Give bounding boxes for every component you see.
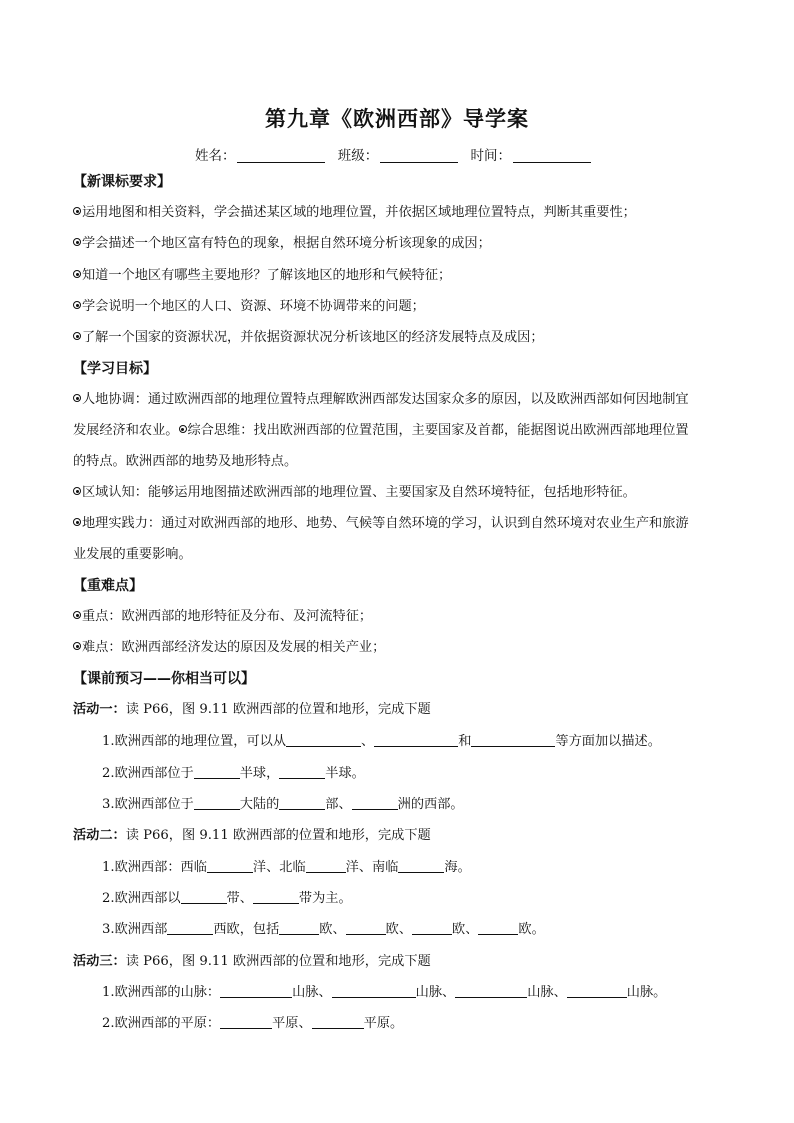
fill-blank[interactable]: [332, 983, 416, 998]
fill-blank[interactable]: [279, 795, 325, 810]
student-info-line: [0, 144, 794, 164]
time-label: 时间：: [470, 148, 512, 164]
goals-heading: 【学习目标】: [73, 361, 157, 377]
bullet-icon: [73, 394, 81, 402]
name-blank[interactable]: [237, 148, 325, 163]
goal-line: 的特点。欧洲西部的地势及地形特点。: [73, 454, 298, 469]
fill-blank[interactable]: [286, 732, 361, 747]
time-blank[interactable]: [513, 148, 591, 163]
fill-blank[interactable]: [207, 858, 253, 873]
list-item: 学会说明一个地区的人口、资源、环境不协调带来的问题；: [73, 297, 733, 317]
key-points-heading: 【重难点】: [73, 578, 143, 594]
bullet-icon: [73, 207, 81, 215]
fill-blank[interactable]: [352, 795, 398, 810]
activity-1-question-2: 2.欧洲西部位于 半球， 半球。: [102, 766, 365, 781]
bullet-icon: [73, 518, 81, 526]
fill-blank[interactable]: [253, 889, 299, 904]
class-label: 班级：: [337, 148, 379, 164]
bullet-icon: [73, 487, 81, 495]
bullet-icon: [73, 332, 81, 340]
activity-3-question-2: 2.欧洲西部的平原： 平原、 平原。: [102, 1016, 404, 1031]
activity-1-intro: 活动一：读 P66，图 9.11 欧洲西部的位置和地形，完成下题: [73, 702, 431, 717]
goal-line: 发展经济和农业。 综合思维：找出欧洲西部的位置范围，主要国家及首都，能据图说出欧洲西部地理位置: [73, 423, 689, 438]
activity-3-question-1: 1.欧洲西部的山脉： 山脉、 山脉、 山脉、 山脉。: [102, 985, 667, 1000]
fill-blank[interactable]: [455, 983, 527, 998]
page-title: 第九章《欧洲西部》导学案: [265, 107, 529, 131]
fill-blank[interactable]: [181, 889, 227, 904]
standards-heading: 【新课标要求】: [73, 174, 171, 190]
fill-blank[interactable]: [279, 920, 319, 935]
activity-3-intro: 活动三：读 P66，图 9.11 欧洲西部的位置和地形，完成下题: [73, 954, 431, 969]
list-item: 了解一个国家的资源状况，并依据资源状况分析该地区的经济发展特点及成因；: [73, 328, 733, 348]
activity-2-question-3: 3.欧洲西部 西欧，包括 欧、 欧、 欧、 欧。: [102, 922, 545, 937]
bullet-icon: [73, 270, 81, 278]
list-item: 重点：欧洲西部的地形特征及分布、及河流特征；: [73, 607, 733, 627]
fill-blank[interactable]: [167, 920, 213, 935]
goal-line: 人地协调：通过欧洲西部的地理位置特点理解欧洲西部发达国家众多的原因，以及欧洲西部如何因地制宜: [73, 390, 733, 410]
class-blank[interactable]: [380, 148, 458, 163]
bullet-icon: [73, 611, 81, 619]
activity-2-question-2: 2.欧洲西部以 带、 带为主。: [102, 891, 352, 906]
fill-blank[interactable]: [306, 858, 346, 873]
list-item: 运用地图和相关资料，学会描述某区域的地理位置，并依据区域地理位置特点，判断其重要性；: [73, 203, 733, 223]
bullet-icon: [73, 301, 81, 309]
name-label: 姓名：: [194, 148, 236, 164]
list-item: 难点：欧洲西部经济发达的原因及发展的相关产业；: [73, 638, 733, 658]
bullet-icon: [73, 238, 81, 246]
fill-blank[interactable]: [220, 983, 292, 998]
preview-heading: 【课前预习——你相当可以】: [73, 671, 255, 687]
fill-blank[interactable]: [412, 920, 452, 935]
goal-line: 地理实践力：通过对欧洲西部的地形、地势、气候等自然环境的学习，认识到自然环境对农业生产和旅游: [73, 514, 733, 534]
activity-1-question-3: 3.欧洲西部位于 大陆的 部、 洲的西部。: [102, 797, 464, 812]
fill-blank[interactable]: [567, 983, 627, 998]
activity-1-question-1: 1.欧洲西部的地理位置，可以从 、 和 等方面加以描述。: [102, 734, 661, 749]
fill-blank[interactable]: [220, 1014, 272, 1029]
activity-2-question-1: 1.欧洲西部：西临 洋、北临 洋、南临 海。: [102, 860, 471, 875]
fill-blank[interactable]: [374, 732, 458, 747]
activity-2-intro: 活动二：读 P66，图 9.11 欧洲西部的位置和地形，完成下题: [73, 828, 431, 843]
goal-line: 区域认知：能够运用地图描述欧洲西部的地理位置、主要国家及自然环境特征，包括地形特征。: [73, 483, 733, 503]
fill-blank[interactable]: [194, 795, 240, 810]
goal-line: 业发展的重要影响。: [73, 547, 192, 562]
fill-blank[interactable]: [478, 920, 518, 935]
fill-blank[interactable]: [194, 764, 240, 779]
fill-blank[interactable]: [279, 764, 325, 779]
fill-blank[interactable]: [346, 920, 386, 935]
list-item: 知道一个地区有哪些主要地形？了解该地区的地形和气候特征；: [73, 266, 733, 286]
fill-blank[interactable]: [471, 732, 555, 747]
list-item: 学会描述一个地区富有特色的现象，根据自然环境分析该现象的成因；: [73, 234, 733, 254]
bullet-icon: [179, 425, 187, 433]
fill-blank[interactable]: [398, 858, 444, 873]
fill-blank[interactable]: [312, 1014, 364, 1029]
bullet-icon: [73, 642, 81, 650]
